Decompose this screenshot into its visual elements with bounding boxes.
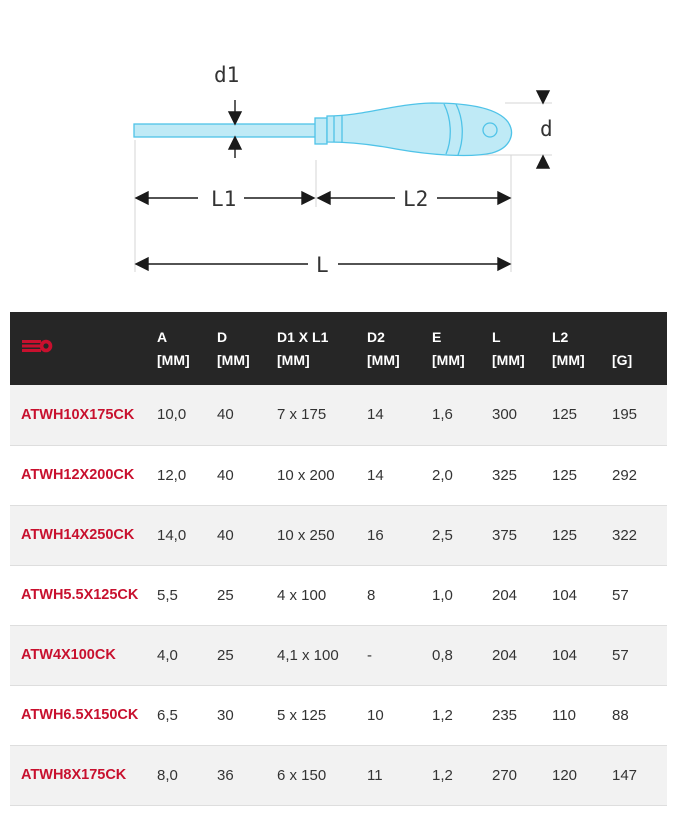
table-cell: 1,2 [432, 706, 453, 724]
table-cell: 16 [367, 526, 384, 544]
screwdriver-handle [327, 103, 511, 156]
table-cell: 325 [492, 466, 518, 484]
table-cell: 195 [612, 406, 638, 424]
table-cell: 30 [217, 706, 234, 724]
table-cell: 104 [552, 646, 578, 664]
table-cell: 292 [612, 466, 638, 484]
table-cell: 40 [217, 406, 234, 424]
table-cell: 1,0 [432, 586, 453, 604]
table-row [10, 385, 667, 445]
table-cell: 36 [217, 766, 234, 784]
table-cell: 4,0 [157, 646, 178, 664]
product-reference[interactable]: ATWH5.5X125CK [21, 587, 139, 603]
table-row [10, 625, 667, 685]
table-row [10, 565, 667, 625]
table-cell: 104 [552, 586, 578, 604]
table-header-row [10, 312, 667, 385]
table-cell: 88 [612, 706, 629, 724]
table-cell: 1,2 [432, 766, 453, 784]
table-cell: 12,0 [157, 466, 187, 484]
table-cell: 147 [612, 766, 638, 784]
header-A: A [MM] [157, 328, 190, 368]
table-cell: 0,8 [432, 646, 453, 664]
table-cell: 110 [552, 706, 576, 724]
header-D1xL1: D1 X L1 [MM] [277, 328, 329, 368]
product-reference[interactable]: ATWH6.5X150CK [21, 707, 139, 723]
table-cell: 8 [367, 586, 376, 604]
product-reference[interactable]: ATWH8X175CK [21, 767, 127, 783]
table-cell: 40 [217, 466, 234, 484]
table-cell: 375 [492, 526, 518, 544]
table-cell: 10 x 250 [277, 526, 335, 544]
table-cell: 2,5 [432, 526, 453, 544]
label-L1: L1 [211, 187, 237, 211]
table-cell: 7 x 175 [277, 406, 327, 424]
product-reference[interactable]: ATWH12X200CK [21, 467, 135, 483]
label-d1: d1 [214, 63, 240, 87]
table-cell: 10 [367, 706, 384, 724]
header-L: L [MM] [492, 328, 525, 368]
table-cell: 10 x 200 [277, 466, 335, 484]
table-cell: 14 [367, 406, 384, 424]
product-reference[interactable]: ATWH10X175CK [21, 406, 135, 423]
header-D2: D2 [MM] [367, 328, 400, 368]
table-cell: 204 [492, 646, 518, 664]
label-L: L [316, 253, 329, 277]
screwdriver-blade [134, 124, 317, 137]
table-cell: 1,6 [432, 406, 453, 424]
table-cell: 4 x 100 [277, 586, 327, 604]
label-L2: L2 [403, 187, 429, 211]
table-cell: 14,0 [157, 526, 187, 544]
specification-table [10, 312, 667, 806]
header-weight: [G] [612, 351, 633, 368]
screwdriver-shape [134, 103, 511, 156]
table-cell: 40 [217, 526, 234, 544]
table-cell: 10,0 [157, 406, 187, 424]
table-cell: 235 [492, 706, 518, 724]
table-cell: 204 [492, 586, 518, 604]
header-L2: L2 [MM] [552, 328, 585, 368]
table-cell: 57 [612, 586, 629, 604]
table-cell: 120 [552, 766, 578, 784]
table-cell: 4,1 x 100 [277, 646, 339, 664]
table-row [10, 445, 667, 505]
table-cell: 8,0 [157, 766, 178, 784]
table-cell: 6 x 150 [277, 766, 327, 784]
header-E: E [MM] [432, 328, 465, 368]
table-cell: 25 [217, 586, 234, 604]
header-logo [10, 312, 157, 385]
table-cell: 6,5 [157, 706, 178, 724]
header-D: D [MM] [217, 328, 250, 368]
product-reference[interactable]: ATWH14X250CK [21, 527, 135, 543]
screwdriver-ferrule [315, 118, 327, 144]
table-cell: 5 x 125 [277, 706, 327, 724]
table-cell: 25 [217, 646, 234, 664]
table-cell: 300 [492, 406, 518, 424]
table-cell: 5,5 [157, 586, 178, 604]
table-row [10, 505, 667, 565]
table-cell: 270 [492, 766, 518, 784]
table-cell: 125 [552, 526, 578, 544]
wrench-logo-icon [22, 339, 54, 353]
table-row [10, 685, 667, 745]
table-cell: 14 [367, 466, 384, 484]
table-cell: 2,0 [432, 466, 453, 484]
table-cell: 11 [367, 766, 383, 784]
label-d: d [540, 117, 553, 141]
table-cell: 57 [612, 646, 629, 664]
product-reference[interactable]: ATW4X100CK [21, 647, 116, 663]
screwdriver-diagram [0, 0, 689, 300]
table-cell: 125 [552, 466, 578, 484]
table-cell: 125 [552, 406, 578, 424]
table-cell: - [367, 646, 372, 664]
table-row [10, 745, 667, 805]
table-cell: 322 [612, 526, 638, 544]
